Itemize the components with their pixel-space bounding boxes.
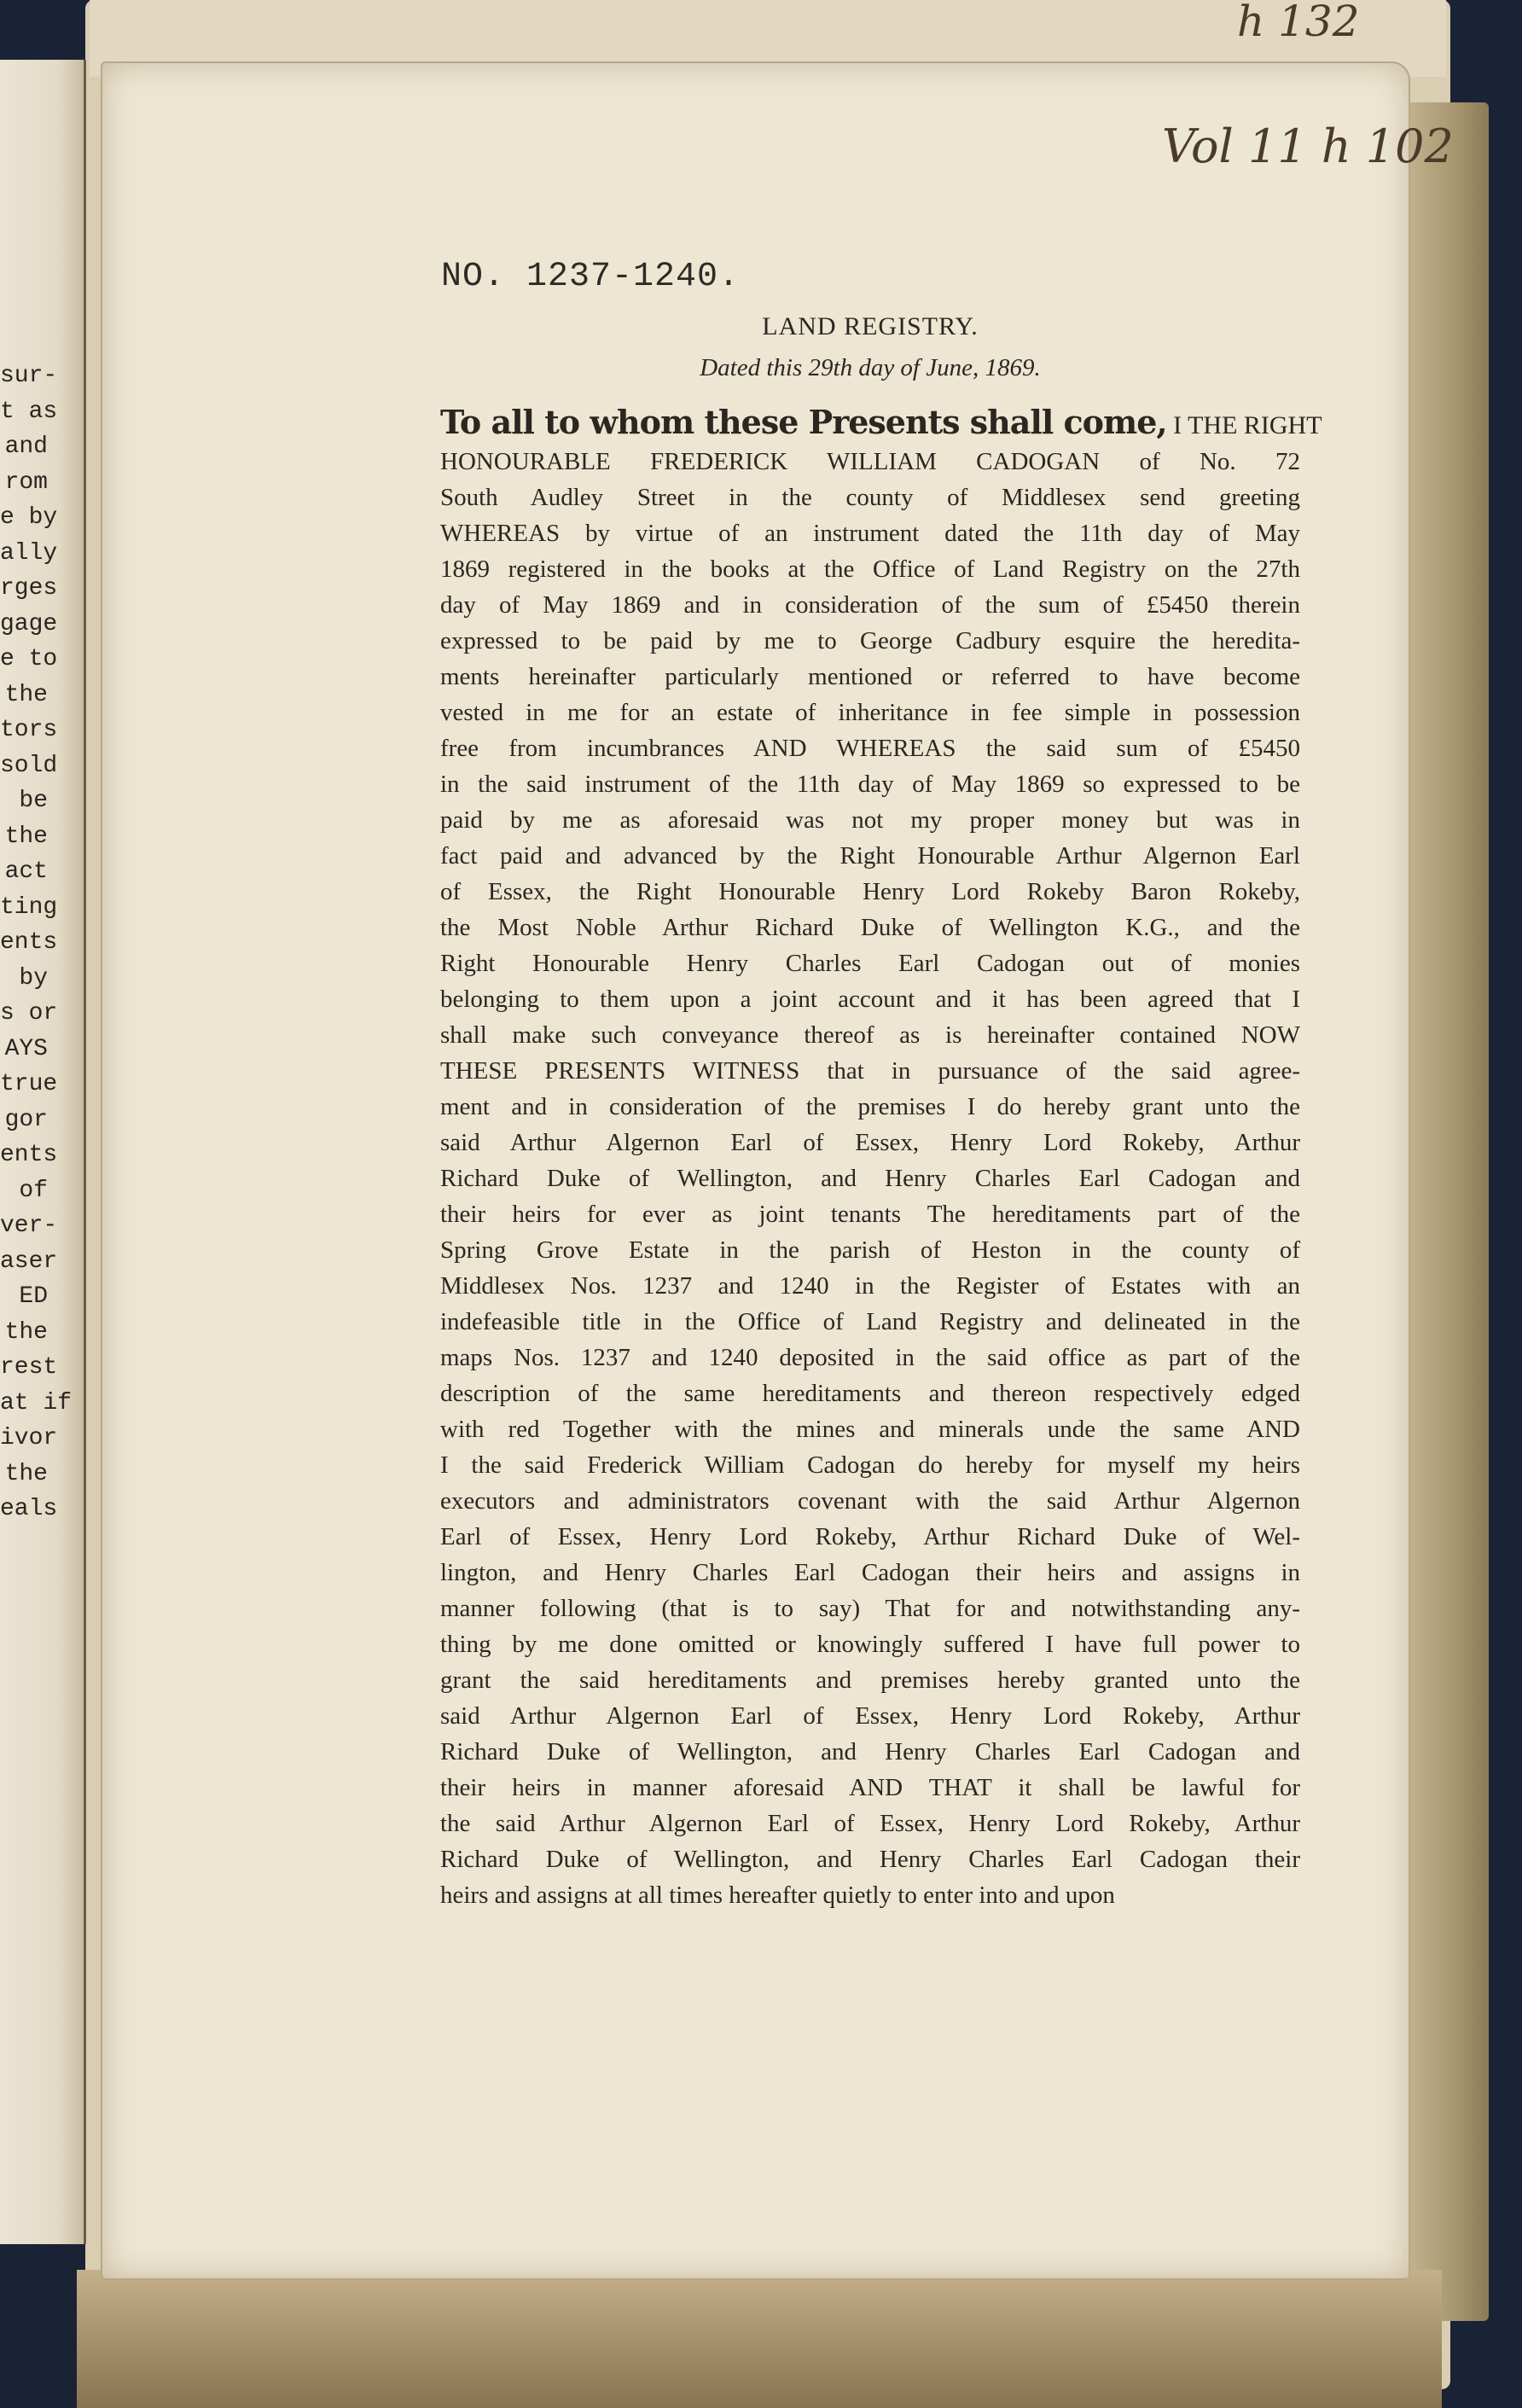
body-line: paid by me as aforesaid was not my proper money but was in	[440, 806, 1300, 834]
body-line: said Arthur Algernon Earl of Essex, Henry Lord Rokeby, Arthur	[440, 1702, 1300, 1730]
body-line: manner following (that is to say) That for and notwithstanding any-	[440, 1595, 1300, 1622]
left-page-fragment: ally	[0, 539, 58, 567]
body-line: their heirs for ever as joint tenants The hereditaments part of the	[440, 1201, 1300, 1228]
body-line: HONOURABLE FREDERICK WILLIAM CADOGAN of No. 72	[440, 448, 1300, 475]
body-line: description of the same hereditaments and thereon respectively edged	[440, 1380, 1300, 1407]
left-page-fragment: true	[0, 1071, 58, 1097]
left-page-fragment: e by	[0, 504, 58, 531]
bottom-page-stack	[77, 2270, 1442, 2408]
left-page-fragment: the	[4, 1318, 48, 1346]
left-page-fragment: aser	[0, 1248, 58, 1275]
left-page-fragment: AYS	[4, 1035, 48, 1062]
left-page-fragment: at if	[0, 1389, 73, 1416]
body-line: in the said instrument of the 11th day of May 1869 so expressed to be	[440, 771, 1300, 798]
left-page-fragment: sold	[0, 752, 58, 779]
body-line: I the said Frederick William Cadogan do hereby for myself my heirs	[440, 1451, 1300, 1479]
body-line: free from incumbrances AND WHEREAS the said sum of £5450	[440, 735, 1300, 762]
left-page-fragment: e to	[0, 646, 58, 672]
body-line: executors and administrators covenant with the said Arthur Algernon	[440, 1487, 1300, 1515]
body-line: THESE PRESENTS WITNESS that in pursuance of the said agree-	[440, 1057, 1300, 1085]
document-date: Dated this 29th day of June, 1869.	[700, 354, 1041, 381]
body-line: said Arthur Algernon Earl of Essex, Henry Lord Rokeby, Arthur	[440, 1129, 1300, 1156]
left-page-fragment: the	[4, 681, 48, 708]
page-stack-edge	[1399, 102, 1489, 2321]
body-line: 1869 registered in the books at the Office of Land Registry on the 27th	[440, 555, 1300, 583]
body-line: ments hereinafter particularly mentioned or referred to have become	[440, 663, 1300, 690]
body-line: with red Together with the mines and minerals unde the same AND	[440, 1416, 1300, 1443]
left-page-fragment: ting	[0, 893, 58, 921]
body-line: their heirs in manner aforesaid AND THAT it shall be lawful for	[440, 1774, 1300, 1801]
body-line: Earl of Essex, Henry Lord Rokeby, Arthur Richard Duke of Wel-	[440, 1523, 1300, 1550]
document-number: NO. 1237-1240.	[441, 258, 741, 296]
body-line: the said Arthur Algernon Earl of Essex, Henry Lord Rokeby, Arthur	[440, 1810, 1300, 1837]
body-line: Richard Duke of Wellington, and Henry Charles Earl Cadogan and	[440, 1738, 1300, 1765]
body-line: Spring Grove Estate in the parish of Heston in the county of	[440, 1236, 1300, 1264]
body-line: shall make such conveyance thereof as is hereinafter contained NOW	[440, 1021, 1300, 1049]
body-line: I THE RIGHT	[1173, 411, 1322, 439]
left-page-fragment: tors	[0, 717, 58, 743]
body-line: WHEREAS by virtue of an instrument dated the 11th day of May	[440, 520, 1300, 547]
left-page-text	[0, 358, 73, 1527]
left-page-fragment: gor	[4, 1106, 48, 1133]
body-line: Right Honourable Henry Charles Earl Cadogan out of monies	[440, 950, 1300, 977]
body-line: heirs and assigns at all times hereafter quietly to enter into and upon	[440, 1882, 1115, 1909]
body-line: day of May 1869 and in consideration of the sum of £5450 therein	[440, 591, 1300, 619]
left-page-fragment: t as	[0, 398, 58, 425]
body-line: ment and in consideration of the premises I do hereby grant unto the	[440, 1093, 1300, 1120]
left-page-fragment: the	[4, 1460, 48, 1487]
left-page-fragment: rest	[0, 1354, 58, 1381]
folio-annotation: h 132	[1237, 0, 1360, 46]
body-line: grant the said hereditaments and premises hereby granted unto the	[440, 1666, 1300, 1694]
document-body	[440, 401, 1322, 1913]
body-line: the Most Noble Arthur Richard Duke of Wellington K.G., and the	[440, 914, 1300, 941]
body-line: Richard Duke of Wellington, and Henry Charles Earl Cadogan and	[440, 1165, 1300, 1192]
left-page-fragment: s or	[0, 1000, 58, 1027]
left-page-fragment: ents	[0, 1142, 58, 1168]
left-page-fragment: rom	[4, 468, 48, 496]
body-line: thing by me done omitted or knowingly suffered I have full power to	[440, 1631, 1300, 1658]
left-page-fragment: the	[4, 823, 48, 850]
body-line: indefeasible title in the Office of Land Registry and delineated in the	[440, 1308, 1300, 1335]
left-page-fragment: of	[19, 1177, 48, 1204]
body-line: Richard Duke of Wellington, and Henry Charles Earl Cadogan their	[440, 1846, 1300, 1873]
body-line: vested in me for an estate of inheritance in fee simple in possession	[440, 699, 1300, 726]
left-page-fragment: ents	[0, 929, 58, 956]
body-line: Middlesex Nos. 1237 and 1240 in the Register of Estates with an	[440, 1272, 1300, 1300]
left-page-fragment: ivor	[0, 1425, 58, 1451]
gothic-opening: To all to whom these Presents shall come,	[440, 403, 1167, 441]
opening-line	[440, 401, 1322, 444]
left-page-fragment: sur-	[0, 363, 58, 389]
left-page-fragment: act	[4, 858, 48, 885]
left-page-fragment: and	[4, 433, 48, 460]
left-page-fragment: be	[19, 788, 48, 814]
body-line: lington, and Henry Charles Earl Cadogan their heirs and assigns in	[440, 1559, 1300, 1586]
body-line: expressed to be paid by me to George Cadbury esquire the heredita-	[440, 627, 1300, 654]
body-line: of Essex, the Right Honourable Henry Lord Rokeby Baron Rokeby,	[440, 878, 1300, 905]
left-page-fragment: rges	[0, 575, 58, 602]
body-line: South Audley Street in the county of Middlesex send greeting	[440, 484, 1300, 511]
body-line: fact paid and advanced by the Right Honourable Arthur Algernon Earl	[440, 842, 1300, 870]
left-page-fragment: eals	[0, 1496, 58, 1522]
left-page-fragment: ver-	[0, 1213, 58, 1239]
body-line: belonging to them upon a joint account and it has been agreed that I	[440, 986, 1300, 1013]
volume-annotation: Vol 11 h 102	[1162, 119, 1454, 173]
document-title: LAND REGISTRY.	[762, 312, 979, 340]
left-page-fragment: gage	[0, 610, 58, 637]
left-page-fragment: ED	[19, 1283, 48, 1310]
left-page-fragment: by	[19, 964, 48, 992]
body-line: maps Nos. 1237 and 1240 deposited in the said office as part of the	[440, 1344, 1300, 1371]
